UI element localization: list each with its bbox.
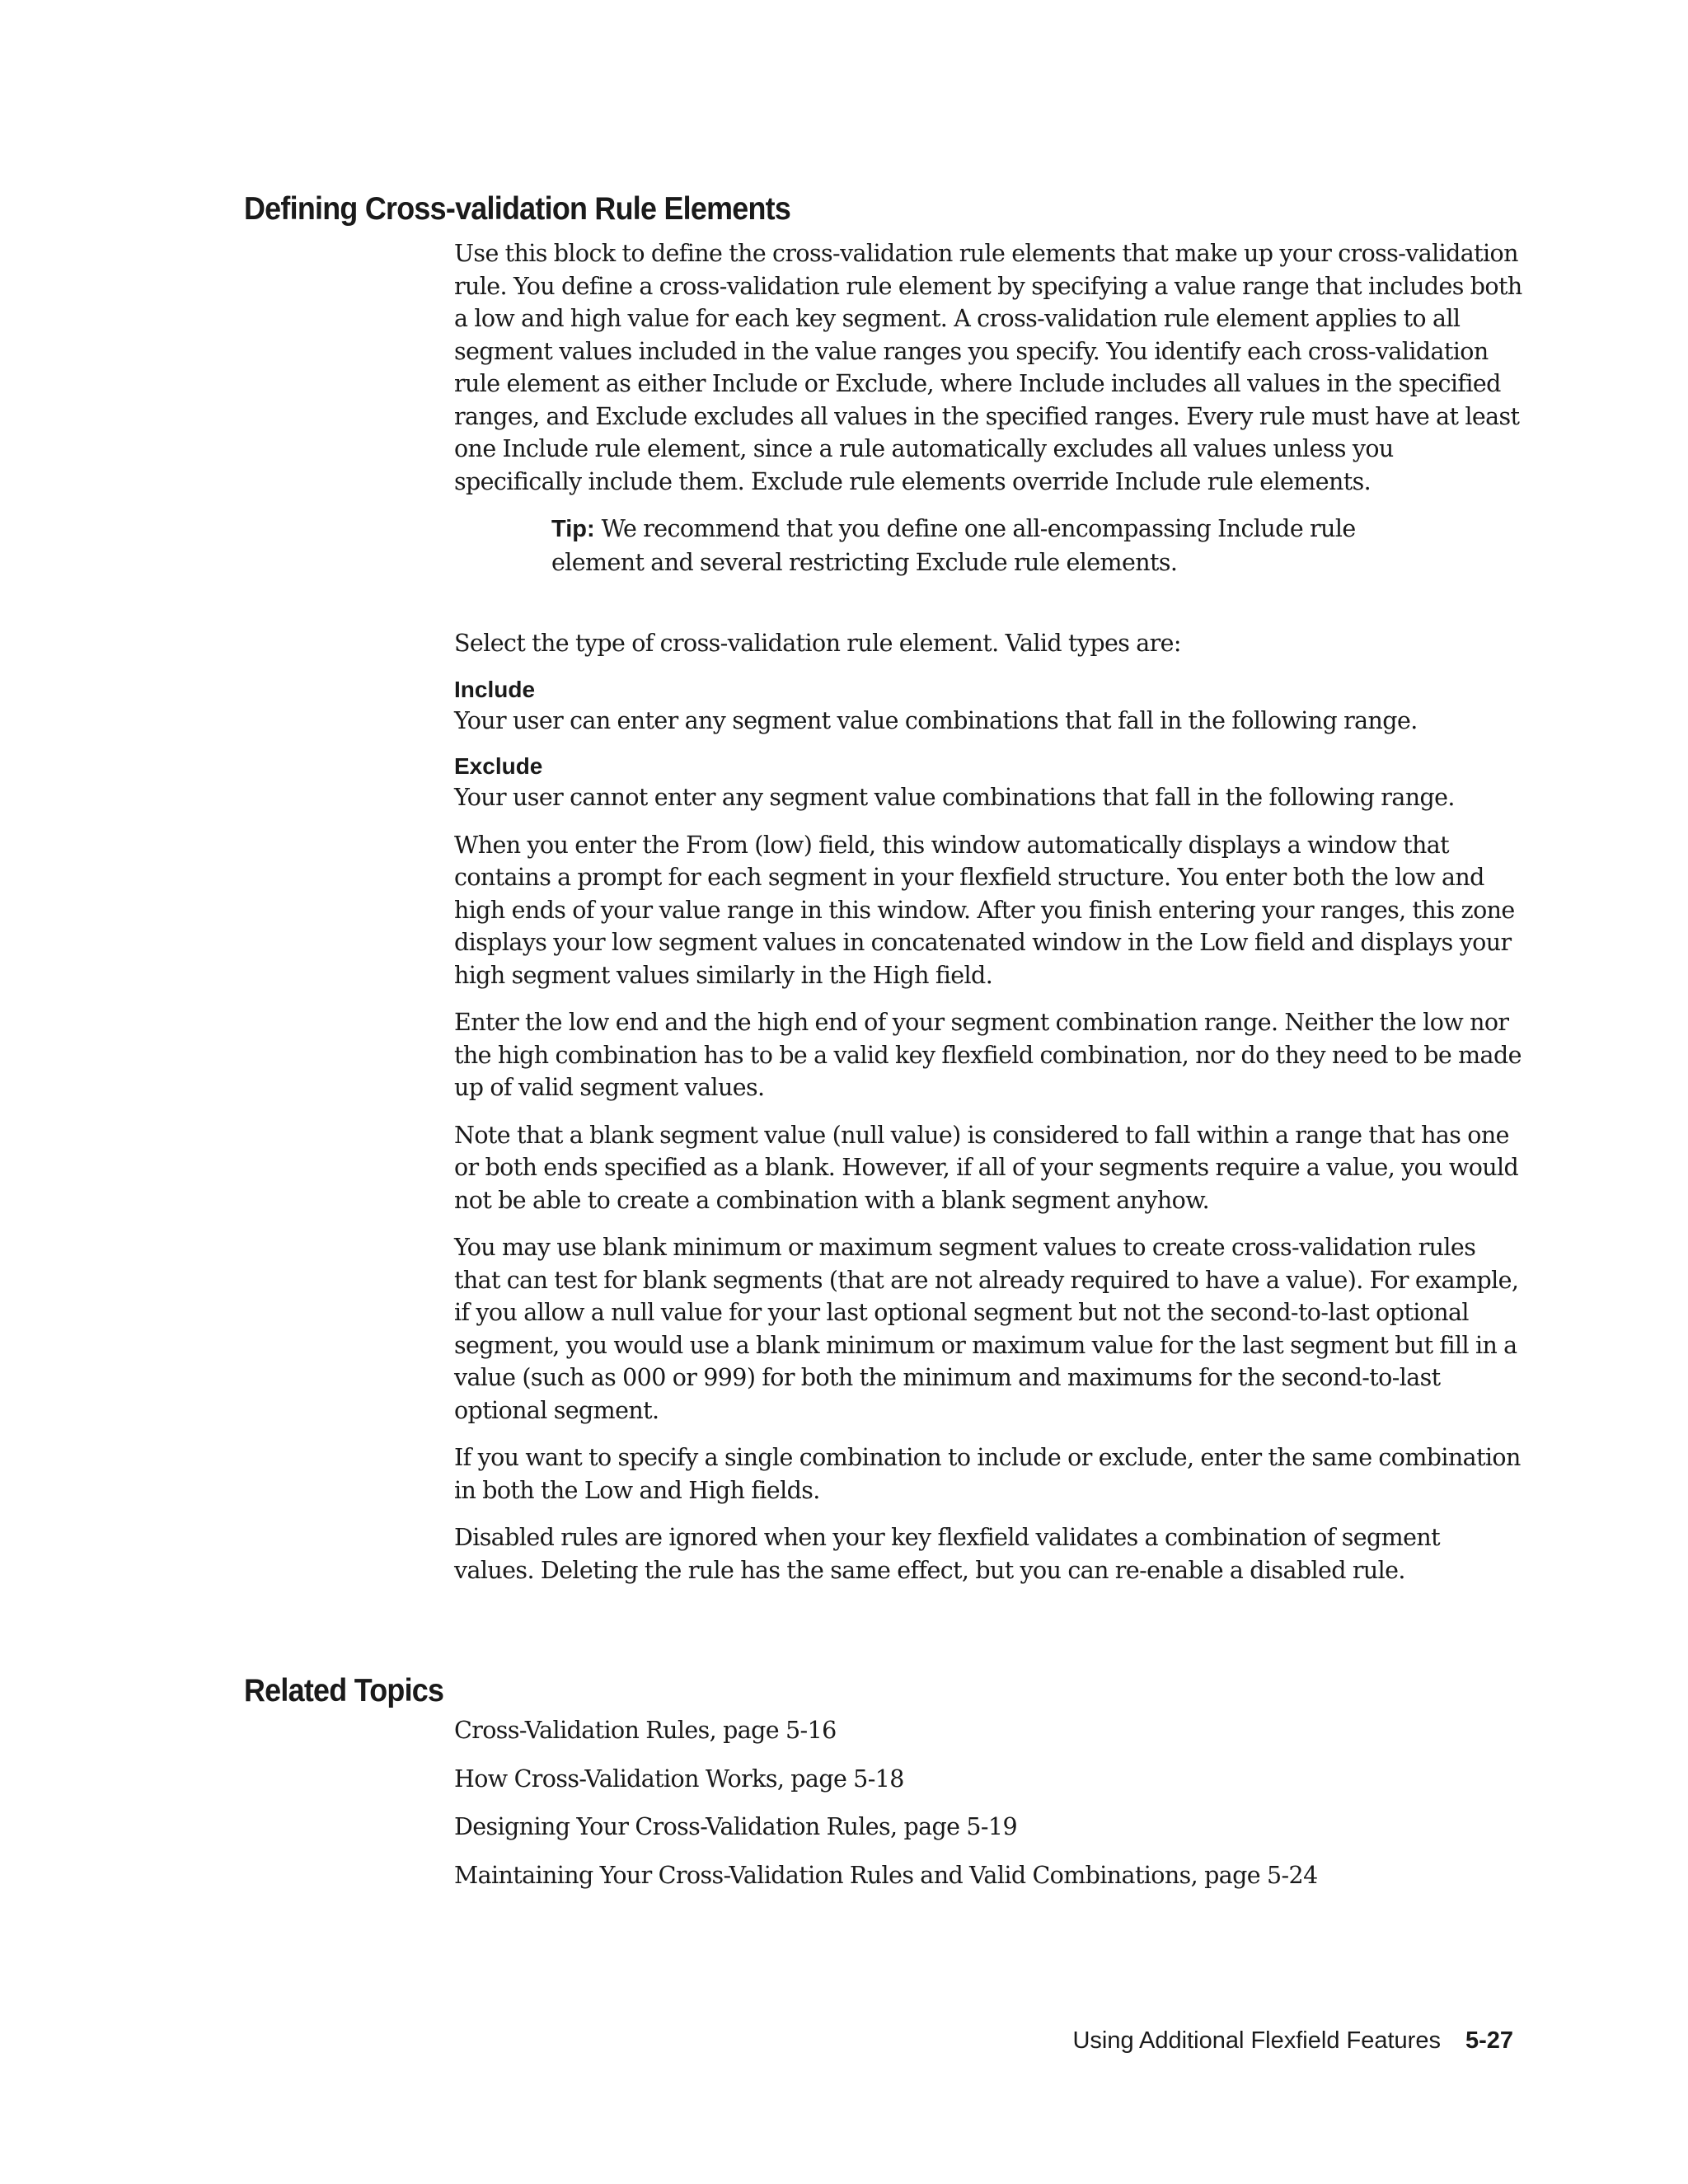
type-definition-exclude: Your user cannot enter any segment value combinations that fall in the following range. — [454, 784, 1455, 811]
paragraph-from-field: When you enter the From (low) field, this window automatically displays a window that contains a prompt for each segment in your flexfield structure. You enter both the low and high ends of your value range in this window. After you finish entering your ranges, this zone displays your low segment values in concatenated window in the Low field and displays your high segment values similarly in the High field. — [454, 831, 1515, 989]
footer-chapter-title: Using Additional Flexfield Features — [1072, 2027, 1441, 2054]
type-term-include: Include — [454, 676, 536, 702]
type-term-exclude: Exclude — [454, 753, 543, 779]
select-type-paragraph: Select the type of cross-validation rule element. Valid types are: — [454, 630, 1181, 657]
tip-text: We recommend that you define one all-encompassing Include rule element and several restricting Exclude rule elements. — [551, 515, 1356, 576]
type-definition-include: Your user can enter any segment value combinations that fall in the following range. — [454, 706, 1418, 734]
paragraph-range-ends: Enter the low end and the high end of your segment combination range. Neither the low nor the high combination has to be a valid key flexfield combination, nor do they need to be made up of valid segment values. — [454, 1009, 1522, 1101]
related-link-cross-validation-rules[interactable]: Cross-Validation Rules, page 5-16 — [454, 1717, 837, 1744]
related-topics-list — [454, 1714, 1526, 1907]
paragraph-single-combination: If you want to specify a single combination to include or exclude, enter the same combination in both the Low and High fields. — [454, 1444, 1521, 1504]
paragraph-disabled-rules: Disabled rules are ignored when your key flexfield validates a combination of segment values. Deleting the rule has the same effect, but you can re-enable a disabled rule. — [454, 1524, 1440, 1584]
related-link-maintaining-rules[interactable]: Maintaining Your Cross-Validation Rules and Valid Combinations, page 5-24 — [454, 1861, 1318, 1889]
tip-note — [551, 513, 1425, 579]
footer-page-number: 5-27 — [1465, 2027, 1513, 2054]
paragraph-null-value: Note that a blank segment value (null value) is considered to fall within a range that has one or both ends specified as a blank. However, if all of your segments require a value, you would not be able to create a combination with a blank segment anyhow. — [454, 1121, 1519, 1214]
related-topics-heading: Related Topics — [244, 1673, 444, 1708]
intro-paragraph: Use this block to define the cross-validation rule elements that make up your cross-validation rule. You define a cross-validation rule element by specifying a value range that includes both a low and high value for each key segment. A cross-validation rule element applies to all segment values included in the value ranges you specify. You identify each cross-validation rule element as either Include or Exclude, where Include includes all values in the specified ranges, and Exclude excludes all values in the specified ranges. Every rule must have at least one Include rule element, since a rule automatically excludes all values unless you specifically include them. Exclude rule elements override Include rule elements. — [454, 240, 1522, 495]
related-link-designing-rules[interactable]: Designing Your Cross-Validation Rules, page 5-19 — [454, 1813, 1017, 1840]
related-link-how-cross-validation-works[interactable]: How Cross-Validation Works, page 5-18 — [454, 1765, 904, 1793]
paragraph-blank-min-max: You may use blank minimum or maximum segment values to create cross-validation rules that can test for blank segments (that are not already required to have a value). For example, if you allow a null value for your last optional segment but not the second-to-last optional segment, you would use a blank minimum or maximum value for the last segment but fill in a value (such as 000 or 999) for both the minimum and maximums for the second-to-last optional segment. — [454, 1234, 1519, 1424]
section-body — [454, 237, 1526, 1601]
page-footer — [1072, 2027, 1513, 2055]
section-title: Defining Cross-validation Rule Elements — [244, 191, 791, 227]
tip-label: Tip: — [551, 516, 595, 542]
